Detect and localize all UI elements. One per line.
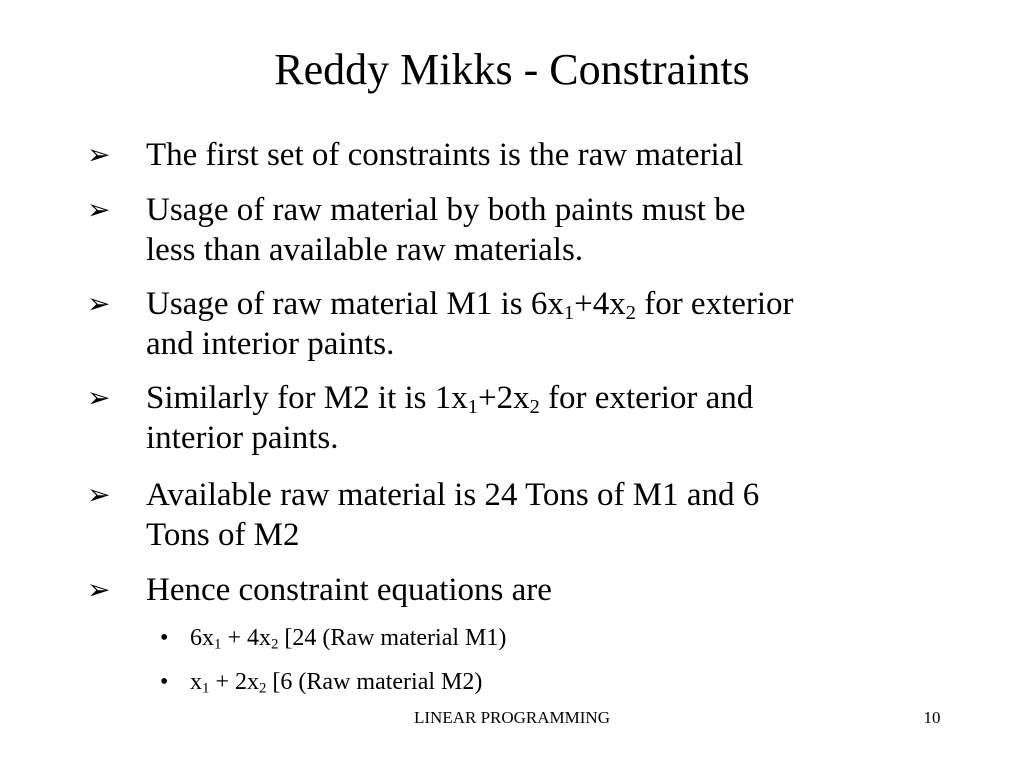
arrow-bullet-icon: ➢ [87, 381, 111, 414]
arrow-bullet-icon: ➢ [87, 138, 111, 171]
bullet-text: The first set of constraints is the raw material [146, 137, 744, 173]
arrow-bullet-icon: ➢ [87, 287, 111, 320]
page-number: 10 [923, 708, 941, 727]
dot-bullet-icon: • [160, 669, 169, 695]
footer-label: LINEAR PROGRAMMING [414, 708, 610, 727]
arrow-bullet-icon: ➢ [87, 193, 111, 226]
slide-title: Reddy Mikks - Constraints [274, 45, 750, 94]
sub-bullet-text: $x_1 + 2x_2$ [6 (Raw material M2) [190, 669, 483, 697]
bullet-text: Similarly for M2 it is $1x_1+2x_2$ for exterior and interior paints. [146, 380, 754, 456]
arrow-bullet-icon: ➢ [87, 478, 111, 511]
bullet-text: Hence constraint equations are [146, 572, 552, 608]
dot-bullet-icon: • [160, 625, 169, 651]
bullet-text: Usage of raw material by both paints must be less than available raw materials. [146, 192, 746, 268]
bullet-text: Available raw material is 24 Tons of M1 and 6 Tons of M2 [146, 477, 760, 553]
bullet-text: Usage of raw material M1 is $6x_1+4x_2$ for exterior and interior paints. [146, 286, 794, 362]
arrow-bullet-icon: ➢ [87, 573, 111, 606]
sub-bullet-text: $6x_1 + 4x_2$ [24 (Raw material M1) [190, 625, 507, 653]
